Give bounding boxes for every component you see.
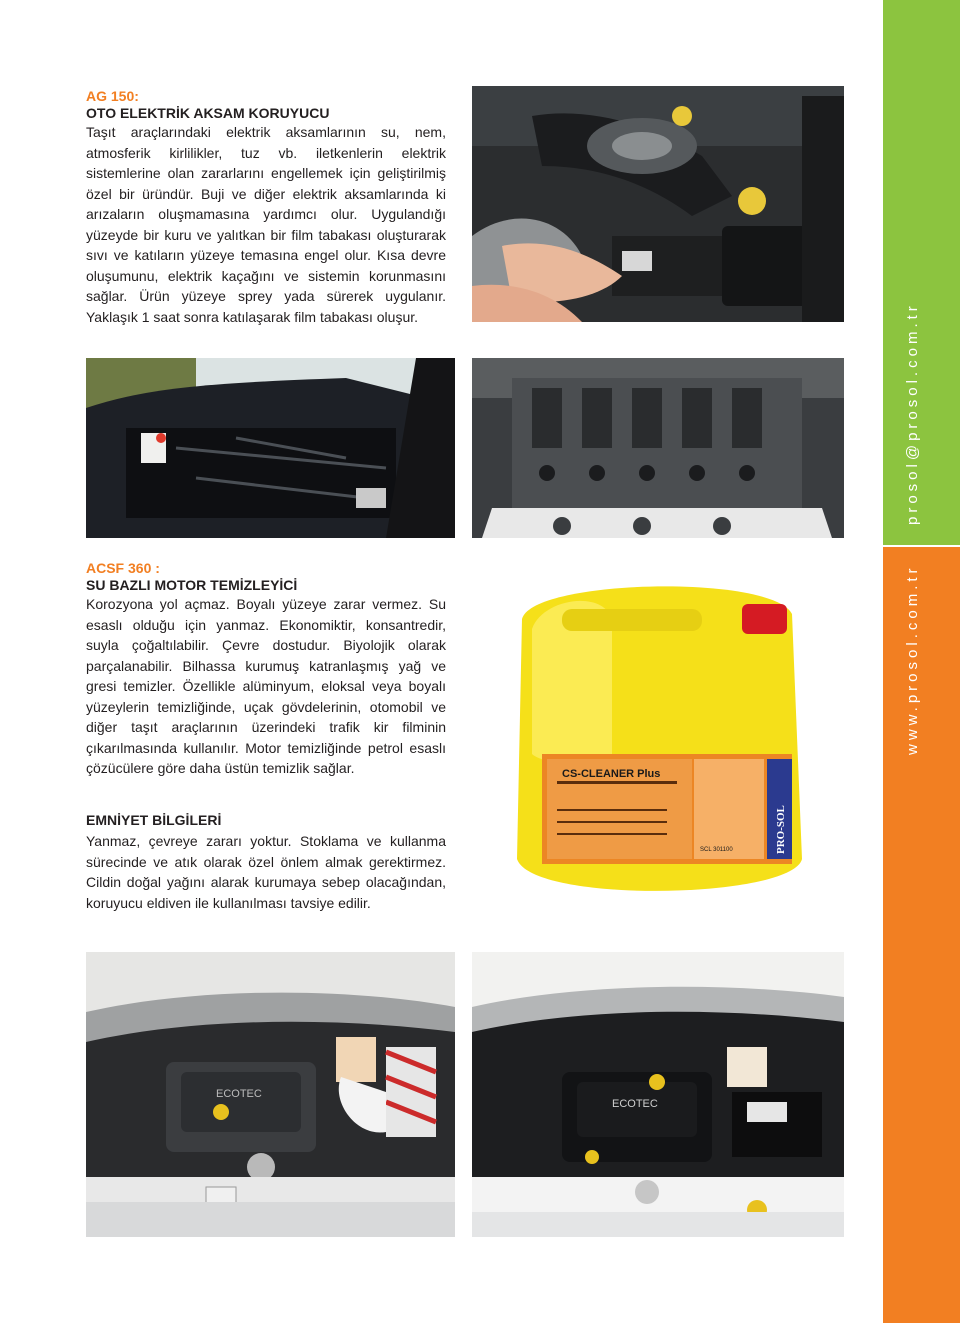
sidebar-email[interactable]: prosol@prosol.com.tr <box>904 302 921 525</box>
safety-title: EMNİYET BİLGİLERİ <box>86 812 222 828</box>
acsf360-body: Korozyona yol açmaz. Boyalı yüzeye zarar vermez. Su esaslı olduğu için yanmaz. Ekonomiktir, konsantredir, suyla çoğaltılabilir. Çevre dostudur. Biyolojik olarak parçalanabilir. Bilhassa kurumuş katranlaşmış yağ ve gresi temizler. Özellikle alüminyum, eloksal veya boyalı yüzeylerin temizliğinde, uçak gövdelerinin, otomobil ve diğer taşıt araçlarının üzerindeki trafik kir filminin çıkarılmasında kullanılır. Motor temizliğinde petrol esaslı çözücülere göre daha üstün temizlik sağlar. <box>86 596 446 776</box>
engine-badge-after: ECOTEC <box>612 1098 658 1110</box>
photo-engine-bay-open <box>86 358 455 538</box>
photo-engine-after <box>472 952 844 1237</box>
sidebar-green-band <box>883 0 960 545</box>
photo-engine-before <box>86 952 455 1237</box>
ag150-body: Taşıt araçlarındaki elektrik aksamlarının su, nem, atmosferik kirlilikler, tuz vb. iletkenlerin elektrik sistemlerine olan zararlarını engellemek için geliştirilmiş özel bir üründür. Buji ve diğer elektrik aksamlarında ki arızaların oluşmamasına yardımcı olur. Uygulandığı yüzeyde bir kuru ve yalıtkan bir film tabakası oluşturarak sıvı ve katıların yüzeye temasına engel olur. Kısa devre oluşumunu, elektrik kaçağını ve sistemin korunmasını sağlar. Ürün yüzeye sprey yada sürerek uygulanır. Yaklaşık 1 saat sonra katılaşarak film tabakası oluşur. <box>86 124 446 325</box>
acsf360-title: SU BAZLI MOTOR TEMİZLEYİCİ <box>86 577 298 593</box>
safety-section <box>86 812 446 913</box>
acsf360-section <box>86 560 446 779</box>
photo-battery-application <box>472 86 844 322</box>
photo-engine-block <box>472 358 844 538</box>
product-label-code: SCL 301100 <box>700 847 733 853</box>
product-label-title: CS-CLEANER Plus <box>562 768 661 780</box>
ag150-section <box>86 88 446 327</box>
sidebar-orange-band <box>883 547 960 1323</box>
product-label-brand: PRO-SOL <box>775 805 787 854</box>
photo-product-canister <box>472 559 844 921</box>
ag150-title: OTO ELEKTRİK AKSAM KORUYUCU <box>86 105 330 121</box>
safety-body: Yanmaz, çevreye zararı yoktur. Stoklama ve kullanma sürecinde ve atık olarak özel önlem almak gerektirmez. Cildin doğal yağını alarak kurumaya sebep olacağından, koruyucu eldiven ile kullanılması tavsiye edilir. <box>86 833 446 911</box>
ag150-code: AG 150: <box>86 88 139 104</box>
sidebar-website[interactable]: www.prosol.com.tr <box>904 564 921 755</box>
engine-badge-before: ECOTEC <box>216 1088 262 1100</box>
acsf360-code: ACSF 360 : <box>86 560 160 576</box>
